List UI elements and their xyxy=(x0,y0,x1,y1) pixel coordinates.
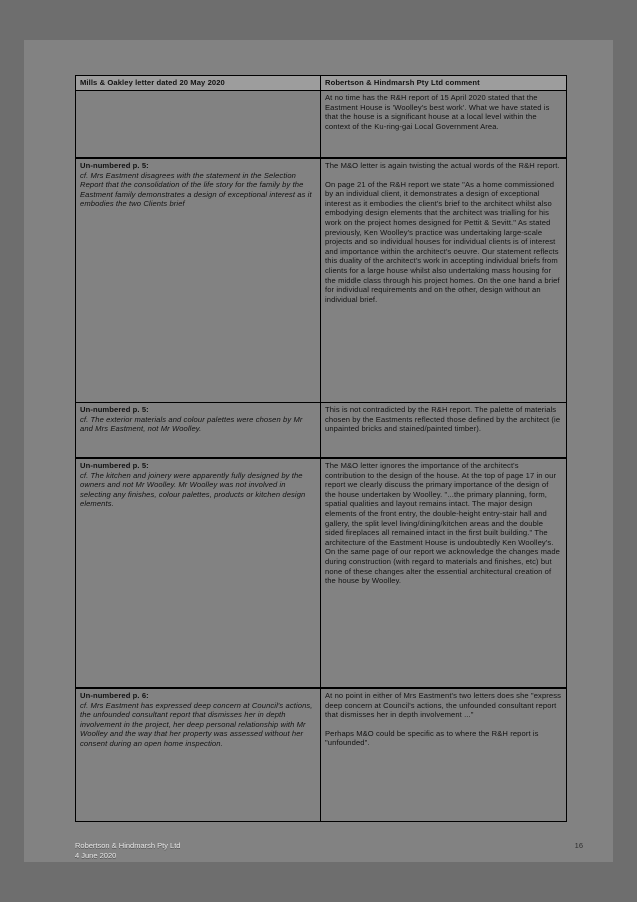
row5-response-paragraph-2: Perhaps M&O could be specific as to where the R&H report is "unfounded". xyxy=(325,728,539,748)
header-cell-robertson-hindmarsh: Robertson & Hindmarsh Pty Ltd comment xyxy=(325,78,480,87)
row4-quoted-claim: cf. The kitchen and joinery were apparently fully designed by the owners and not Mr Woolley. Mr Woolley was not involved in selecting any finishes, colour palettes, products or kitchen design elements. xyxy=(80,470,306,509)
table-row xyxy=(76,90,566,157)
row1-response-paragraph: At no time has the R&H report of 15 April 2020 stated that the Eastment House is 'Woolley's best work'. What we have stated is that the house is a significant house at a local level within the context of the Ku-ring-gai Local Government Area. xyxy=(325,93,550,131)
row5-right-cell xyxy=(321,689,566,821)
table-row xyxy=(76,402,566,457)
footer-page-number: 16 xyxy=(574,841,583,850)
row4-response-paragraph: The M&O letter ignores the importance of the architect's contribution to the design of the house. At the top of page 17 in our report we clearly discuss the primary importance of the design of the house undertaken by Woolley. "...the primary planning, form, spatial qualities and layout remains intact. The major design elements of the front entry, the double-height entry-stair hall and gallery, the split level living/dining/kitchen areas and the double sided fireplaces all remained intact in the first built building." The architecture of the Eastment House is undoubtedly Ken Woolley's. On the same page of our report we acknowledge the changes made during construction (with regard to materials and finishes, etc) but none of these changes alter the essential architectural creation of the house by Woolley. xyxy=(325,461,560,586)
footer-author-block xyxy=(75,841,180,860)
row2-response-paragraph-2: On page 21 of the R&H report we state "As a home commissioned by an individual client, it demonstrates a design of exceptional interest as it embodies the client's brief to the architect whilst also embodying design elements that the architect was trialling for his work on the project homes designed for Pettit & Sevitt." As stated previously, Ken Woolley's practice was undertaking large-scale projects and so individual houses for individual clients is of interest and importance within the architect's oeuvre. Our statement reflects this duality of the architect's work in accepting individual briefs from clients for a large house whilst also undertaking mass housing for the middle class through his project homes. On the one hand a brief for individual requirements and on the other, design without an individual brief. xyxy=(325,179,560,304)
row2-page-reference: Un-numbered p. 5: xyxy=(80,161,149,170)
document-page xyxy=(24,40,613,862)
row5-left-cell xyxy=(76,689,321,821)
row3-left-cell xyxy=(76,403,321,457)
row5-quoted-claim: cf. Mrs Eastment has expressed deep concern at Council's actions, the unfounded consultant report that dismisses her in depth involvement in the project, her deep personal relationship with Mr Woolley and the way that her property was assessed without her consent during an open home inspection. xyxy=(80,700,313,748)
comparison-table xyxy=(75,75,567,822)
row5-page-reference: Un-numbered p. 6: xyxy=(80,691,149,700)
row2-quoted-claim: cf. Mrs Eastment disagrees with the statement in the Selection Report that the consolidation of the life story for the family by the Eastment family demonstrates a design of exceptional interest as it embodies the two Clients brief xyxy=(80,170,312,209)
row4-right-cell xyxy=(321,459,566,687)
row3-page-reference: Un-numbered p. 5: xyxy=(80,405,149,414)
row3-right-cell xyxy=(321,403,566,457)
row1-left-cell-empty xyxy=(76,91,321,157)
row1-right-cell xyxy=(321,91,566,157)
page-footer xyxy=(75,841,583,860)
row5-response-paragraph-1: At no point in either of Mrs Eastment's two letters does she "express deep concern at Council's actions, the unfounded consultant report that dismisses her in depth involvement ..." xyxy=(325,691,562,720)
row2-right-cell xyxy=(321,159,566,402)
row2-response-paragraph-1: The M&O letter is again twisting the actual words of the R&H report. xyxy=(325,161,560,170)
table-row xyxy=(76,157,566,402)
footer-date: 4 June 2020 xyxy=(75,850,117,860)
table-header-row xyxy=(76,76,566,90)
table-row xyxy=(76,457,566,687)
row4-left-cell xyxy=(76,459,321,687)
row4-page-reference: Un-numbered p. 5: xyxy=(80,461,149,470)
header-cell-mills-oakley: Mills & Oakley letter dated 20 May 2020 xyxy=(76,76,321,90)
row3-quoted-claim: cf. The exterior materials and colour palettes were chosen by Mr and Mrs Eastment, not Mr Woolley. xyxy=(80,414,303,434)
footer-company: Robertson & Hindmarsh Pty Ltd xyxy=(75,841,181,850)
row3-response-paragraph: This is not contradicted by the R&H report. The palette of materials chosen by the Eastments reflected those defined by the architect (ie unpainted bricks and stained/painted timber). xyxy=(325,405,561,434)
table-row xyxy=(76,687,566,821)
row2-left-cell xyxy=(76,159,321,402)
